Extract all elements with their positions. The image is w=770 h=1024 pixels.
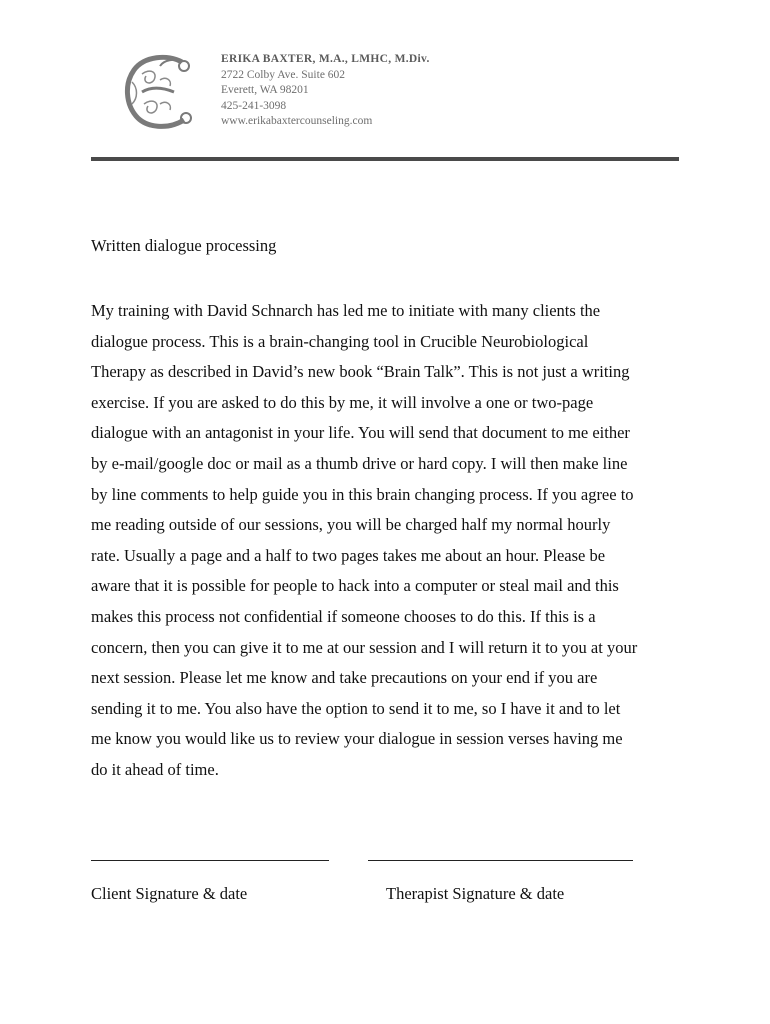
website-link[interactable]: www.erikabaxtercounseling.com bbox=[221, 115, 373, 127]
ornate-letter-e-monogram-icon bbox=[120, 52, 200, 132]
practitioner-name: ERIKA BAXTER, M.A., LMHC, M.Div. bbox=[221, 53, 430, 65]
address-line-1: 2722 Colby Ave. Suite 602 bbox=[221, 68, 346, 81]
therapist-signature-label: Therapist Signature & date bbox=[386, 884, 565, 903]
phone-number: 425-241-3098 bbox=[221, 99, 287, 112]
client-signature-label: Client Signature & date bbox=[91, 884, 248, 903]
therapist-signature-line[interactable] bbox=[368, 860, 633, 861]
header-divider bbox=[91, 157, 679, 161]
address-line-2: Everett, WA 98201 bbox=[221, 84, 309, 96]
document-title: Written dialogue processing bbox=[91, 236, 277, 255]
document-body: My training with David Schnarch has led me to initiate with many clients the dialogue process. This is a brain-changing tool in Crucible Neurobiological Therapy as described in David’s new book “Brain Talk”. This is not just a writing exercise. If you are asked to do this by me, it will involve a one or two-page dialogue with an antagonist in your life. You will send that document to me either by e-mail/google doc or mail as a thumb drive or hard copy. I will then make line by line comments to help guide you in this brain changing process. If you agree to me reading outside of our sessions, you will be charged half my normal hourly rate. Usually a page and a half to two pages takes me about an hour. Please be aware that it is possible for people to hack into a computer or steal mail and this makes this process not confidential if someone chooses to do this. If this is a concern, then you can give it to me at our session and I will return it to you at your next session. Please let me know and take precautions on your end if you are sending it to me. You also have the option to send it to me, so I have it and to let me know you would like us to review your dialogue in session verses having me do it ahead of time. bbox=[91, 301, 638, 779]
letterhead bbox=[221, 52, 430, 130]
client-signature-line[interactable] bbox=[91, 860, 329, 861]
